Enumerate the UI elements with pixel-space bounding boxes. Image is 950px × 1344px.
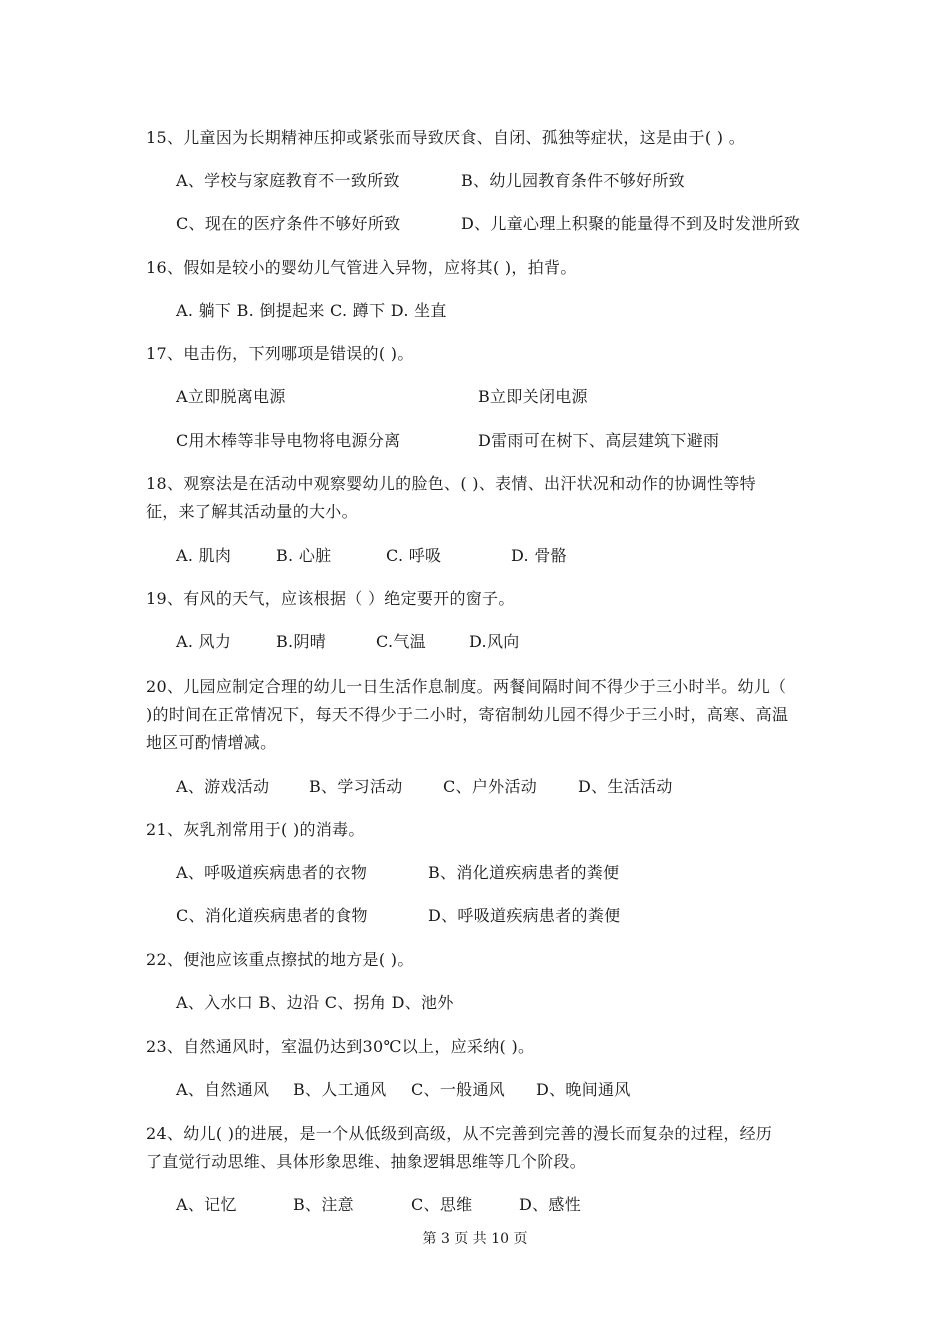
question-19-option-d: D.风向 — [469, 632, 520, 651]
question-15-option-c: C、现在的医疗条件不够好所致 — [176, 214, 401, 233]
question-18-stem-line-2: 征，来了解其活动量的大小。 — [146, 502, 358, 521]
question-18-option-a: A. 肌肉 — [176, 546, 232, 565]
question-19-option-a: A. 风力 — [176, 632, 232, 651]
page-number-footer: 第 3 页 共 10 页 — [422, 1231, 528, 1247]
question-21-option-d: D、呼吸道疾病患者的粪便 — [428, 906, 621, 925]
question-19-option-b: B.阴晴 — [276, 632, 327, 651]
question-23-option-d: D、晚间通风 — [536, 1080, 631, 1099]
question-21-stem: 21、灰乳剂常用于( )的消毒。 — [146, 820, 365, 839]
question-24-option-a: A、记忆 — [176, 1195, 237, 1214]
question-22-options: A、入水口 B、边沿 C、拐角 D、池外 — [176, 993, 454, 1012]
question-20-option-c: C、户外活动 — [443, 777, 538, 796]
question-24-option-c: C、思维 — [411, 1195, 473, 1214]
question-15-option-a: A、学校与家庭教育不一致所致 — [176, 171, 400, 190]
question-20-stem-line-1: 20、儿园应制定合理的幼儿一日生活作息制度。两餐间隔时间不得少于三小时半。幼儿（ — [146, 677, 787, 696]
question-22-stem: 22、便池应该重点擦拭的地方是( )。 — [146, 950, 414, 969]
question-17-option-b: B立即关闭电源 — [478, 387, 588, 406]
question-24-option-b: B、注意 — [293, 1195, 354, 1214]
question-23-option-b: B、人工通风 — [293, 1080, 387, 1099]
question-23-option-a: A、自然通风 — [176, 1080, 270, 1099]
question-23-stem: 23、自然通风时，室温仍达到30℃以上，应采纳( )。 — [146, 1037, 535, 1056]
question-16-options: A. 躺下 B. 倒提起来 C. 蹲下 D. 坐直 — [176, 301, 447, 320]
question-20-stem-line-2: )的时间在正常情况下，每天不得少于二小时，寄宿制幼儿园不得少于三小时，高寒、高温 — [146, 705, 789, 724]
question-24-stem-line-1: 24、幼儿( )的进展，是一个从低级到高级，从不完善到完善的漫长而复杂的过程，经历 — [146, 1124, 773, 1143]
question-17-option-d: D雷雨可在树下、高层建筑下避雨 — [478, 431, 720, 450]
question-17-option-a: A立即脱离电源 — [176, 387, 286, 406]
question-20-stem-line-3: 地区可酌情增减。 — [146, 733, 277, 752]
question-15-stem: 15、儿童因为长期精神压抑或紧张而导致厌食、自闭、孤独等症状，这是由于( ) 。 — [146, 128, 746, 147]
question-23-option-c: C、一般通风 — [411, 1080, 506, 1099]
question-19-stem: 19、有风的天气，应该根据（ ）绝定要开的窗子。 — [146, 589, 515, 608]
question-16-stem: 16、假如是较小的婴幼儿气管进入异物，应将其( )，拍背。 — [146, 258, 577, 277]
question-20-option-b: B、学习活动 — [309, 777, 403, 796]
question-18-option-d: D. 骨骼 — [511, 546, 567, 565]
question-21-option-a: A、呼吸道疾病患者的衣物 — [176, 863, 368, 882]
question-18-option-b: B. 心脏 — [276, 546, 332, 565]
question-15-option-d: D、儿童心理上积聚的能量得不到及时发泄所致 — [461, 214, 801, 233]
question-19-option-c: C.气温 — [376, 632, 426, 651]
question-18-option-c: C. 呼吸 — [386, 546, 442, 565]
question-20-option-d: D、生活活动 — [578, 777, 673, 796]
question-21-option-c: C、消化道疾病患者的食物 — [176, 906, 368, 925]
question-17-option-c: C用木棒等非导电物将电源分离 — [176, 431, 401, 450]
question-18-stem-line-1: 18、观察法是在活动中观察婴幼儿的脸色、( )、表情、出汗状况和动作的协调性等特 — [146, 474, 756, 493]
question-24-stem-line-2: 了直觉行动思维、具体形象思维、抽象逻辑思维等几个阶段。 — [146, 1152, 587, 1171]
question-15-option-b: B、幼儿园教育条件不够好所致 — [461, 171, 685, 190]
question-21-option-b: B、消化道疾病患者的粪便 — [428, 863, 620, 882]
question-17-stem: 17、电击伤，下列哪项是错误的( )。 — [146, 344, 414, 363]
question-24-option-d: D、感性 — [519, 1195, 582, 1214]
question-20-option-a: A、游戏活动 — [176, 777, 270, 796]
